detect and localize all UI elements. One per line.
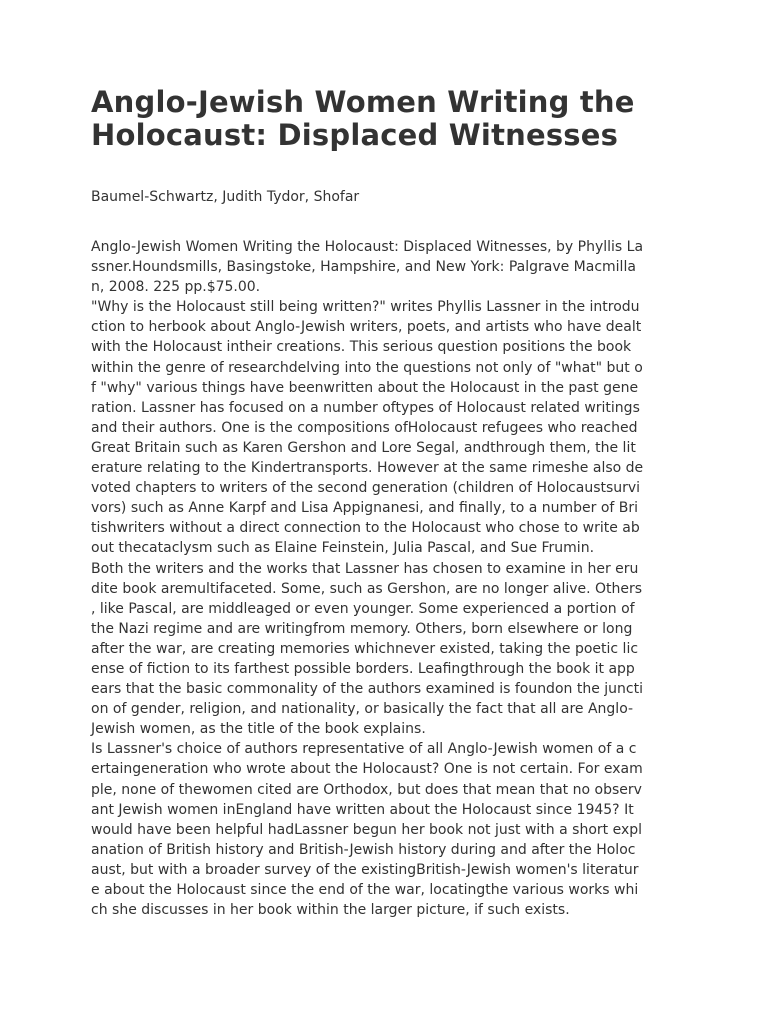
body-line: ense of fiction to its farthest possible borders. Leafingthrough the book it app — [91, 660, 635, 677]
body-line: dite book aremultifaceted. Some, such as Gershon, are no longer alive. Others — [91, 580, 643, 597]
body-line: tishwriters without a direct connection to the Holocaust who chose to write ab — [91, 520, 640, 537]
body-line: n, 2008. 225 pp.$75.00. — [91, 279, 261, 296]
body-line: ssner.Houndsmills, Basingstoke, Hampshire, and New York: Palgrave Macmilla — [91, 259, 636, 276]
body-line: vors) such as Anne Karpf and Lisa Appignanesi, and finally, to a number of Bri — [91, 500, 639, 517]
body-line: ears that the basic commonality of the authors examined is foundon the juncti — [91, 681, 643, 698]
body-line: within the genre of researchdelving into the questions not only of "what" but o — [91, 359, 643, 376]
body-line: ertaingeneration who wrote about the Holocaust? One is not certain. For exam — [91, 761, 643, 778]
article-body — [91, 237, 681, 920]
body-line: , like Pascal, are middleaged or even younger. Some experienced a portion of — [91, 600, 635, 617]
body-line: aust, but with a broader survey of the existingBritish-Jewish women's literatur — [91, 861, 639, 878]
body-line: Both the writers and the works that Lassner has chosen to examine in her eru — [91, 560, 639, 577]
body-line: the Nazi regime and are writingfrom memory. Others, born elsewhere or long — [91, 620, 633, 637]
body-line: ration. Lassner has focused on a number oftypes of Holocaust related writings — [91, 399, 640, 416]
body-line: Is Lassner's choice of authors representative of all Anglo-Jewish women of a c — [91, 741, 637, 758]
document-title: Anglo-Jewish Women Writing the Holocaust: Displaced Witnesses — [91, 85, 635, 152]
byline: Baumel-Schwartz, Judith Tydor, Shofar — [91, 189, 360, 205]
body-line: Jewish women, as the title of the book explains. — [91, 721, 426, 738]
body-line: Great Britain such as Karen Gershon and Lore Segal, andthrough them, the lit — [91, 439, 636, 456]
body-line: Anglo-Jewish Women Writing the Holocaust: Displaced Witnesses, by Phyllis La — [91, 239, 644, 255]
body-line: f "why" various things have beenwritten about the Holocaust in the past gene — [91, 379, 639, 396]
body-line: erature relating to the Kindertransports. However at the same rimeshe also de — [91, 460, 644, 477]
document-page — [91, 86, 681, 920]
body-line: voted chapters to writers of the second generation (children of Holocaustsurvi — [91, 480, 641, 497]
body-line: e about the Holocaust since the end of the war, locatingthe various works whi — [91, 882, 639, 898]
body-line: would have been helpful hadLassner begun her book not just with a short expl — [91, 821, 643, 838]
body-line: after the war, are creating memories whichnever existed, taking the poetic lic — [91, 640, 639, 657]
body-line: ction to herbook about Anglo-Jewish writers, poets, and artists who have dealt — [91, 319, 642, 336]
body-line: "Why is the Holocaust still being written?" writes Phyllis Lassner in the introdu — [91, 299, 640, 316]
body-line: on of gender, religion, and nationality, or basically the fact that all are Anglo- — [91, 701, 634, 718]
body-line: ple, none of thewomen cited are Orthodox, but does that mean that no observ — [91, 781, 642, 798]
body-line: and their authors. One is the compositions ofHolocaust refugees who reached — [91, 419, 638, 436]
body-line: ch she discusses in her book within the larger picture, if such exists. — [91, 902, 570, 919]
body-line: with the Holocaust intheir creations. This serious question positions the book — [91, 339, 632, 356]
body-line: anation of British history and British-Jewish history during and after the Holoc — [91, 841, 636, 858]
body-line: out thecataclysm such as Elaine Feinstein, Julia Pascal, and Sue Frumin. — [91, 540, 595, 557]
body-line: ant Jewish women inEngland have written about the Holocaust since 1945? It — [91, 801, 634, 818]
